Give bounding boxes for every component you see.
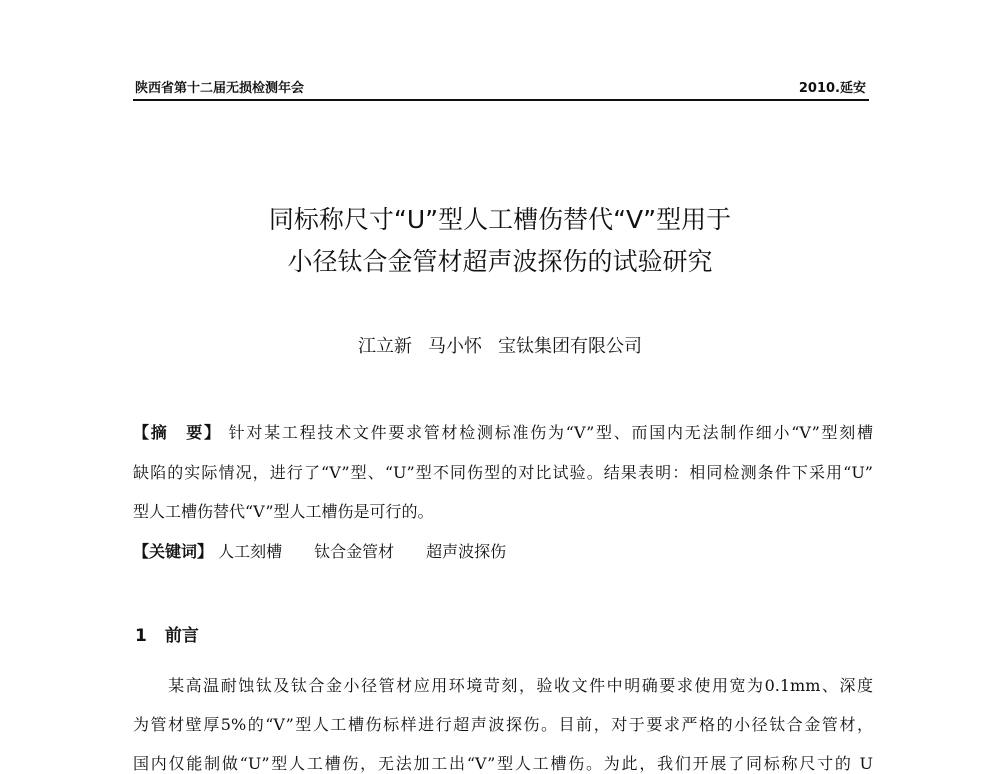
section-title: 前言 [164,626,199,646]
keywords [133,539,873,562]
abstract-line [133,420,873,443]
affiliation: 宝钛集团有限公司 [498,336,642,357]
running-header-right: 2010.延安 [798,81,866,96]
section-heading [135,621,217,646]
keywords-label: 【关键词】 [133,542,214,561]
author: 江立新 [358,336,412,357]
body-line: 为管材壁厚5%的“V”型人工槽伤标样进行超声波探伤。目前，对于要求严格的小径钛合金管材， [133,715,873,734]
abstract-line: 缺陷的实际情况，进行了“V”型、“U”型不同伤型的对比试验。结果表明：相同检测条件下采用“U” [133,463,873,482]
abstract-line: 型人工槽伤替代“V”型人工槽伤是可行的。 [133,502,434,521]
author: 马小怀 [428,336,482,357]
header-rule [133,99,869,101]
keyword: 超声波探伤 [426,542,507,561]
abstract-text: 针对某工程技术文件要求管材检测标准伤为“V”型、而国内无法制作细小“V”型刻槽 [228,423,873,442]
body-line: 某高温耐蚀钛及钛合金小径管材应用环境苛刻，验收文件中明确要求使用宽为0.1mm、深度 [133,676,873,695]
authors [0,332,1000,358]
running-header-left: 陕西省第十二届无损检测年会 [135,81,305,96]
body-line: 国内仅能制做“U”型人工槽伤，无法加工出“V”型人工槽伤。为此，我们开展了同标称尺寸的 U [133,754,873,773]
keyword: 钛合金管材 [314,542,395,561]
paper-title-line-2: 小径钛合金管材超声波探伤的试验研究 [287,247,713,276]
abstract-label: 【摘 要】 [133,423,222,442]
section-number: 1 [135,626,147,646]
paper-title-line-1: 同标称尺寸“U”型人工槽伤替代“V”型用于 [268,205,732,234]
keyword: 人工刻槽 [218,542,283,561]
